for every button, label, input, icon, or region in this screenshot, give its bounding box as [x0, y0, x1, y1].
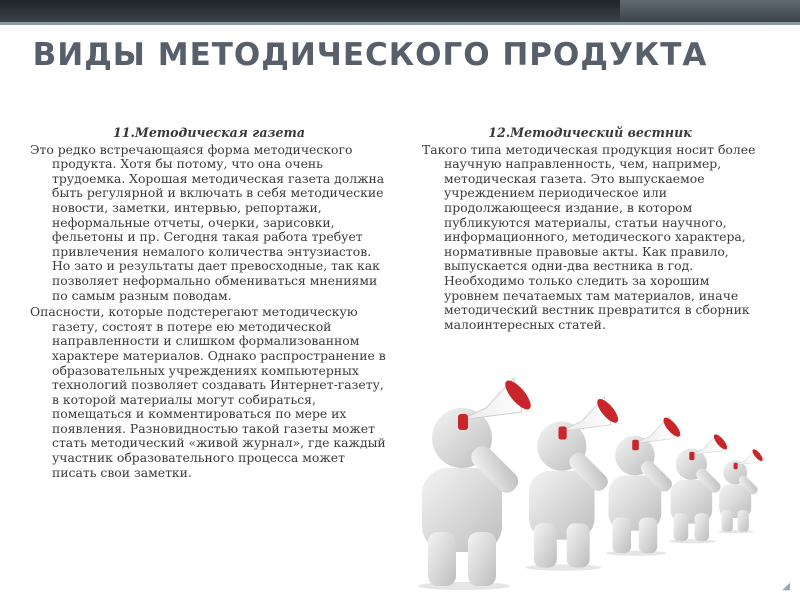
- right-column: [422, 126, 758, 334]
- corner-triangle-icon: ◢: [782, 581, 790, 592]
- megaphone-figures-illustration: [394, 372, 792, 592]
- left-paragraph: Это редко встречающаяся форма методического продукта. Хотя бы потому, что она очень трудоемка. Хорошая методическая газета должна быть регулярной и включать в себя методические новости, заметки, интервью, репортажи, неформальные отчеты, очерки, зарисовки, фельетоны и пр. Сегодня такая работа требует привлечения немалого количества энтузиастов. Но зато и результаты дает превосходные, так как позволяет неформально обмениваться мнениями по самым разным поводам.: [30, 141, 385, 303]
- figure-2: [526, 396, 622, 571]
- header-rule: [0, 22, 800, 25]
- right-column-heading: 12.Методический вестник: [488, 125, 692, 140]
- left-column-heading: 11.Методическая газета: [112, 125, 306, 140]
- figure-4: [668, 432, 729, 543]
- left-column: [30, 126, 388, 482]
- header-accent: [620, 0, 800, 22]
- figure-3: [606, 415, 683, 556]
- right-paragraph: Такого типа методическая продукция носит более научную направленность, чем, например, методическая газета. Это выпускаемое учреждением периодическое или продолжающееся издание, в котором публикуются материалы, статьи научного, информационного, методического характера, нормативные правовые акты. Как правило, выпускается одни-два вестника в год. Необходимо только следить за хорошим уровнем печатаемых там материалов, иначе методический вестник превратится в сборник малоинтересных статей.: [422, 141, 756, 332]
- figure-1: [418, 377, 535, 590]
- left-paragraph: Опасности, которые подстерегают методическую газету, состоят в потере ею методической направленности и слишком формализованном характере материалов. Однако распространение в образовательных учреждениях компьютерных технологий позволяет создавать Интернет-газету, в которой материалы могут собираться, помещаться и комментироваться по мере их появления. Разновидностью такой газеты может стать методический «живой журнал», где каждый участник образовательного процесса может писать свои заметки.: [30, 304, 386, 480]
- figure-5: [718, 448, 765, 533]
- slide-title: ВИДЫ МЕТОДИЧЕСКОГО ПРОДУКТА: [32, 37, 708, 73]
